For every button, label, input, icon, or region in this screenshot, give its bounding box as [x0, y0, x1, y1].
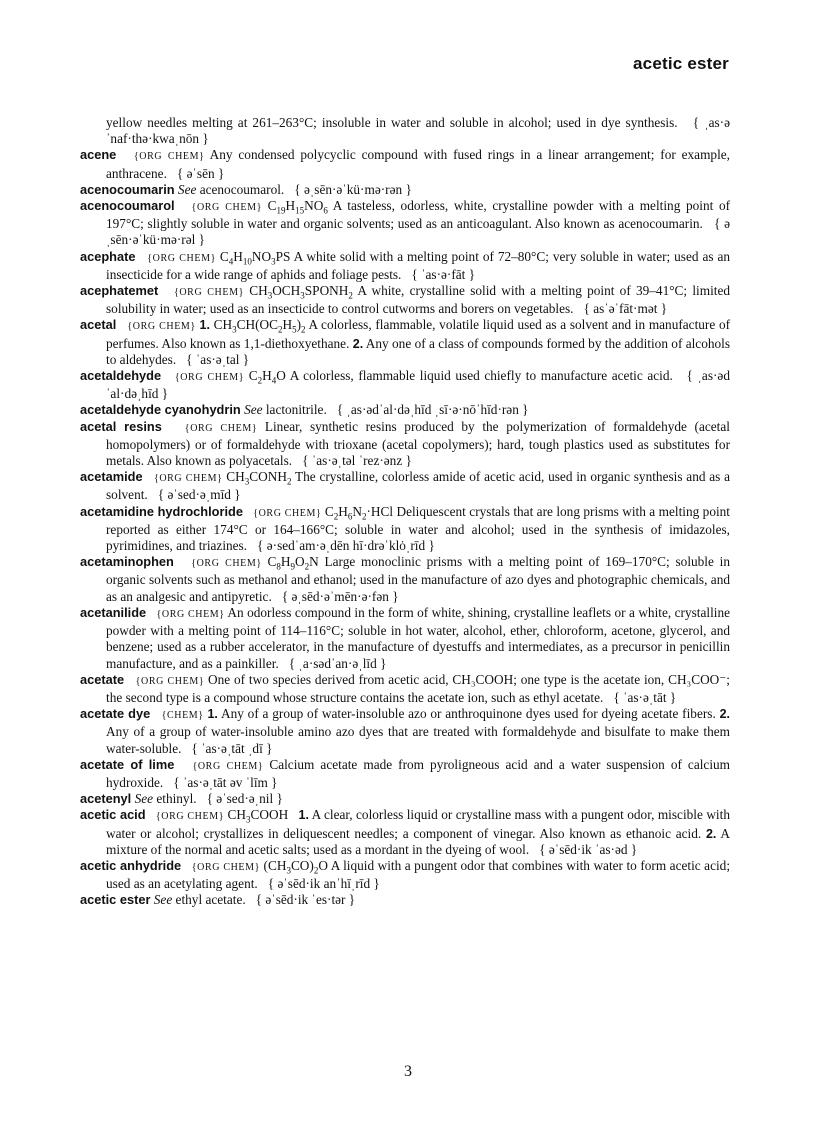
- dictionary-entry: [80, 706, 730, 757]
- entry-headword: acetic ester: [80, 892, 151, 908]
- subject-code: ORG CHEM: [161, 608, 220, 620]
- pronunciation: { əˈsēn }: [176, 165, 225, 181]
- dictionary-entry: [80, 368, 730, 402]
- running-head: acetic ester: [633, 54, 729, 73]
- entry-headword: acetate dye: [80, 706, 151, 722]
- formula-subscript: 9: [290, 561, 296, 572]
- entry-definition: Any one of a class of compounds formed by the addition of alcohols to aldehydes.: [106, 335, 731, 367]
- entry-definition: Any of a group of water-insoluble amino azo dyes that are treated with formaldehyde and bisulfate to make them water-soluble.: [106, 724, 730, 756]
- formula-subscript: 6: [347, 511, 353, 522]
- entry-definition: Deliquescent crystals that are long prisms with a melting point reported as either 174°C or 164–166°C; soluble in water and alcohol; used in the synthesis of imidazoles, pyrimidines, and triazines.: [106, 503, 730, 554]
- sense-number: 2.: [705, 826, 717, 841]
- subject-category: {ORG CHEM}: [156, 608, 225, 620]
- entry-headword: acene: [80, 147, 117, 163]
- formula-part: C: [267, 198, 277, 214]
- formula-part: SPONH: [304, 283, 349, 299]
- pronunciation: { əˈsēd·ik anˈhīˌrīd }: [267, 876, 380, 892]
- formula-subscript: 6: [323, 205, 328, 216]
- entry-headword: acetic anhydride: [80, 857, 182, 873]
- formula-part: ): [296, 317, 302, 333]
- subject-category: {ORG CHEM}: [191, 861, 261, 873]
- dictionary-entry: [80, 757, 730, 791]
- entry-headword: acenocoumarin: [80, 181, 175, 197]
- entry-definition: Large monoclinic prisms with a melting point of 169–170°C; soluble in organic solvents such as methanol and ethanol; used in the manufacture of azo dyes and photographic chemicals, and as an analgesic and antipyretic.: [106, 554, 731, 604]
- subject-code: ORG CHEM: [196, 558, 257, 570]
- subject-category: {ORG CHEM}: [191, 202, 262, 214]
- entry-definition: One of two species derived from acetic acid, CH₃COOH; one type is the acetate ion, CH₃COO⁻; the second type is a compound whose structure contains the acetate ion, such as ethyl acetate.: [106, 671, 730, 705]
- entry-headword: acetamidine hydrochloride: [80, 503, 243, 519]
- subject-code: ORG CHEM: [258, 507, 317, 519]
- entry-headword: acetal resins: [80, 418, 162, 434]
- entry-headword: acetaldehyde cyanohydrin: [80, 402, 241, 418]
- chemical-formula: [267, 554, 319, 572]
- dictionary-entry: [80, 554, 730, 605]
- entry-definition: A white, crystalline solid with a melting point of 39–41°C; limited solubility in water; used as an insecticide to control cutworms and borers on vegetables.: [106, 283, 731, 317]
- formula-part: NO: [251, 248, 272, 264]
- entry-definition: A tasteless, odorless, white, crystalline powder with a melting point of 197°C; slightly soluble in water and organic solvents; used as an anticoagulant. Also known as acenocoumarin.: [106, 198, 731, 232]
- entry-headword: acetamide: [80, 469, 143, 485]
- formula-subscript: 2: [304, 561, 310, 572]
- formula-subscript: 3: [300, 290, 305, 301]
- subject-category: {ORG CHEM}: [192, 760, 264, 772]
- pronunciation: { ˌa·sədˈan·əˌlīd }: [288, 655, 387, 671]
- formula-subscript: 10: [242, 256, 252, 267]
- formula-part: OCH: [272, 283, 301, 299]
- formula-part: (CH: [263, 857, 287, 873]
- subject-code: ORG CHEM: [196, 202, 257, 214]
- see-reference: See: [153, 892, 173, 908]
- formula-part: H: [262, 368, 272, 384]
- subject-category: {CHEM}: [161, 710, 204, 722]
- entry-definition: acenocoumarol.: [199, 181, 285, 197]
- entry-definition: A mixture of the normal and acetic salts; used as a mordant in the dyeing of wool.: [106, 825, 731, 857]
- entry-definition: A colorless, flammable, volatile liquid used as a solvent and in manufacture of perfumes. Also known as 1,1-diethoxyethane.: [106, 317, 731, 351]
- formula-part: H: [233, 248, 243, 264]
- entry-definition: yellow needles melting at 261–263°C; insoluble in water and soluble in alcohol; used in dye synthesis.: [106, 115, 678, 130]
- formula-subscript: 3: [286, 865, 291, 876]
- entry-definition: An odorless compound in the form of white, shining, crystalline leaflets or a white, crystalline powder with a melting point of 114–116°C; soluble in hot water, alcohol, ether, chloroform, acetone, glycerol, and benzene; used as a rubber accelerator, in the manufacture of dyestuffs and intermediates, as a precursor in penicillin manufacture, and as a painkiller.: [106, 604, 731, 671]
- formula-part: ·HCl: [366, 503, 394, 519]
- subject-category: {ORG CHEM}: [135, 675, 205, 687]
- formula-subscript: 2: [286, 476, 292, 487]
- subject-category: {ORG CHEM}: [153, 473, 223, 485]
- dictionary-entry: [80, 672, 730, 706]
- entry-definition: A liquid with a pungent odor that combines with water to form acetic acid; used as an acetylating agent.: [106, 857, 731, 892]
- formula-part: C: [219, 248, 229, 264]
- formula-subscript: 2: [257, 375, 263, 386]
- entry-definition: lactonitrile.: [265, 402, 327, 418]
- formula-subscript: 2: [348, 290, 353, 301]
- formula-part: O: [276, 368, 286, 384]
- formula-subscript: 2: [313, 865, 319, 876]
- subject-code: ORG CHEM: [190, 422, 252, 434]
- formula-subscript: 3: [246, 814, 251, 825]
- formula-part: H: [280, 554, 291, 570]
- subject-category: {ORG CHEM}: [253, 507, 322, 519]
- chemical-formula: [213, 317, 306, 336]
- formula-part: H: [285, 198, 296, 214]
- pronunciation: { əˈsed·əˌnil }: [206, 791, 283, 807]
- entry-headword: acenocoumarol: [80, 198, 175, 214]
- chemical-formula: [249, 283, 353, 301]
- chemical-formula: [219, 248, 291, 267]
- page-number: 3: [404, 1063, 412, 1080]
- pronunciation: { əˌsēn·əˈkü·mə·rən }: [294, 181, 412, 197]
- chemical-formula: [226, 469, 292, 487]
- chemical-formula: [324, 503, 394, 522]
- formula-subscript: 2: [301, 325, 306, 336]
- pronunciation: { ˈas·əˌtāt ˌdī }: [191, 740, 273, 756]
- pronunciation: { asˈəˈfāt·mət }: [583, 301, 668, 317]
- entry-definition: A white solid with a melting point of 72–80°C; very soluble in water; used as an insecticide for a wide range of aphids and foliage pests.: [106, 248, 730, 282]
- formula-subscript: 15: [295, 205, 305, 216]
- formula-part: C: [267, 554, 277, 570]
- subject-code: CHEM: [166, 710, 199, 722]
- entry-definition: Any condensed polycyclic compound with fused rings in a linear arrangement; for example, anthracene.: [106, 147, 730, 181]
- dictionary-entry: [80, 469, 730, 503]
- chemical-formula: [248, 368, 286, 386]
- formula-subscript: 4: [228, 256, 234, 267]
- subject-category: {ORG CHEM}: [173, 287, 244, 299]
- formula-subscript: 2: [333, 511, 339, 522]
- entry-headword: acephatemet: [80, 283, 159, 299]
- pronunciation: { ə·sedˈam·əˌdēn hī·drəˈklȯˌrīd }: [257, 538, 435, 554]
- formula-part: CH: [226, 469, 245, 485]
- dictionary-entry: [80, 419, 730, 470]
- dictionary-entry: [80, 317, 730, 368]
- subject-category: {ORG CHEM}: [127, 321, 196, 333]
- dictionary-entry: [80, 182, 730, 198]
- dictionary-entry: [80, 807, 730, 858]
- subject-code: ORG CHEM: [141, 675, 199, 687]
- formula-part: PS: [275, 248, 291, 264]
- formula-part: C: [248, 368, 258, 384]
- chemical-formula: [263, 857, 328, 876]
- dictionary-entry: [80, 147, 730, 181]
- formula-subscript: 3: [271, 256, 276, 267]
- pronunciation: { əˈsēd·ik ˈes·tər }: [255, 892, 356, 908]
- sense-number: 2.: [719, 707, 731, 722]
- pronunciation: { ˌas·ədˈal·dəˌhīd ˌsī·ə·nōˈhīd·rən }: [336, 402, 529, 418]
- sense-number: 2.: [352, 336, 364, 351]
- subject-code: ORG CHEM: [132, 321, 191, 333]
- entry-definition: The crystalline, colorless amide of acetic acid, used in organic synthesis and as a solvent.: [106, 469, 731, 503]
- entry-headword: acetal: [80, 317, 117, 333]
- dictionary-entry: [80, 283, 730, 317]
- entry-definition: A colorless, flammable liquid used chiefly to manufacture acetic acid.: [289, 368, 673, 384]
- formula-part: CH: [213, 317, 233, 333]
- dictionary-entry: [80, 791, 730, 807]
- see-reference: See: [244, 402, 263, 418]
- sense-number: 1.: [199, 318, 210, 333]
- subject-category: {ORG CHEM}: [174, 372, 245, 384]
- pronunciation: { ˈas·əˌtal }: [186, 351, 250, 367]
- dictionary-entry: [80, 504, 730, 555]
- formula-part: O: [318, 857, 328, 873]
- subject-category: {ORG CHEM}: [147, 252, 216, 264]
- dictionary-entry: [80, 198, 730, 249]
- formula-subscript: 2: [361, 511, 367, 522]
- formula-subscript: 3: [244, 476, 250, 487]
- formula-part: NO: [304, 198, 324, 214]
- subject-category: {ORG CHEM}: [184, 422, 258, 434]
- subject-code: ORG CHEM: [152, 252, 211, 264]
- entry-headword: acetaminophen: [80, 554, 174, 570]
- chemical-formula: [227, 807, 289, 825]
- pronunciation: { ˌas·ədˈal·dəˌhīd }: [106, 368, 730, 402]
- formula-part: N: [352, 503, 362, 519]
- formula-part: C: [324, 503, 334, 519]
- entry-definition: A clear, colorless liquid or crystalline mass with a pungent odor, miscible with water or alcohol; crystallizes in deliquescent needles; a component of vinegar. Also known as ethanoic acid.: [106, 807, 730, 841]
- pronunciation: { ˈas·əˌtāt əv ˈlīm }: [173, 774, 278, 790]
- formula-part: COOH: [250, 807, 289, 823]
- entry-headword: acetate: [80, 671, 125, 687]
- dictionary-entry: [80, 858, 730, 892]
- formula-subscript: 8: [276, 561, 281, 572]
- entry-headword: acetanilide: [80, 604, 147, 620]
- subject-category: {ORG CHEM}: [155, 811, 225, 823]
- formula-subscript: 19: [276, 205, 286, 216]
- formula-subscript: 4: [271, 375, 277, 386]
- entry-definition: ethinyl.: [156, 791, 197, 807]
- formula-part: CH(OC: [236, 317, 278, 333]
- entry-headword: acetic acid: [80, 807, 146, 823]
- entry-headword: acetenyl: [80, 791, 132, 807]
- formula-part: H: [338, 503, 348, 519]
- subject-category: {ORG CHEM}: [191, 558, 262, 570]
- formula-part: H: [282, 317, 293, 333]
- dictionary-entry: [80, 402, 730, 418]
- formula-subscript: 2: [278, 325, 283, 336]
- sense-number: 1.: [298, 808, 309, 823]
- see-reference: See: [177, 181, 197, 197]
- pronunciation: { əˌsēd·əˈmēn·ə·fən }: [281, 588, 399, 604]
- formula-subscript: 5: [292, 325, 297, 336]
- subject-category: {ORG CHEM}: [133, 151, 205, 163]
- subject-code: ORG CHEM: [197, 760, 258, 772]
- chemical-formula: [267, 198, 328, 216]
- subject-code: ORG CHEM: [179, 287, 239, 299]
- formula-part: CONH: [249, 469, 287, 485]
- entry-definition: Linear, synthetic resins produced by the polymerization of formaldehyde (acetal homopolymers) or of formaldehyde with trioxane (acetal copolymers); hard, tough plastics used as substitutes for metals. Also known as polyacetals.: [106, 418, 730, 469]
- subject-code: ORG CHEM: [197, 861, 255, 873]
- dictionary-entry: [80, 605, 730, 672]
- formula-part: CO): [290, 857, 314, 873]
- formula-part: N: [309, 554, 319, 570]
- pronunciation: { ˈas·ə·fāt }: [411, 266, 476, 282]
- pronunciation: { əˈsēd·ik ˈas·əd }: [539, 841, 638, 857]
- sense-number: 1.: [207, 707, 218, 722]
- entry-definition: Calcium acetate made from pyroligneous acid and a water suspension of calcium hydroxide.: [106, 756, 731, 790]
- formula-part: CH: [227, 807, 247, 823]
- see-reference: See: [134, 791, 154, 807]
- formula-part: CH: [249, 283, 268, 299]
- pronunciation: { ˈas·əˌtəl ˈrez·ənz }: [302, 453, 412, 469]
- dictionary-entry: [80, 892, 730, 908]
- pronunciation: { ˌas·əˈnaf·thə·kwaˌnōn }: [106, 115, 730, 147]
- subject-code: ORG CHEM: [161, 811, 219, 823]
- dictionary-entry: [80, 249, 730, 283]
- subject-code: ORG CHEM: [180, 372, 239, 384]
- entry-headword: acetaldehyde: [80, 368, 162, 384]
- entry-headword: acephate: [80, 248, 136, 264]
- formula-subscript: 3: [267, 290, 273, 301]
- entry-list: [80, 115, 730, 909]
- formula-part: O: [295, 554, 305, 570]
- pronunciation: { əˌsēn·əˈkü·mə·rəl }: [106, 216, 730, 248]
- formula-subscript: 3: [232, 325, 237, 336]
- entry-definition: ethyl acetate.: [175, 892, 246, 908]
- entry-headword: acetate of lime: [80, 756, 175, 772]
- entry-definition: Any of a group of water-insoluble azo or anthroquinone dyes used for dyeing acetate fibers.: [220, 706, 716, 722]
- subject-code: ORG CHEM: [159, 473, 218, 485]
- pronunciation: { ˈas·əˌtāt }: [613, 689, 677, 705]
- subject-code: ORG CHEM: [139, 151, 200, 163]
- continued-entry: [80, 115, 730, 147]
- pronunciation: { əˈsed·əˌmīd }: [157, 487, 241, 503]
